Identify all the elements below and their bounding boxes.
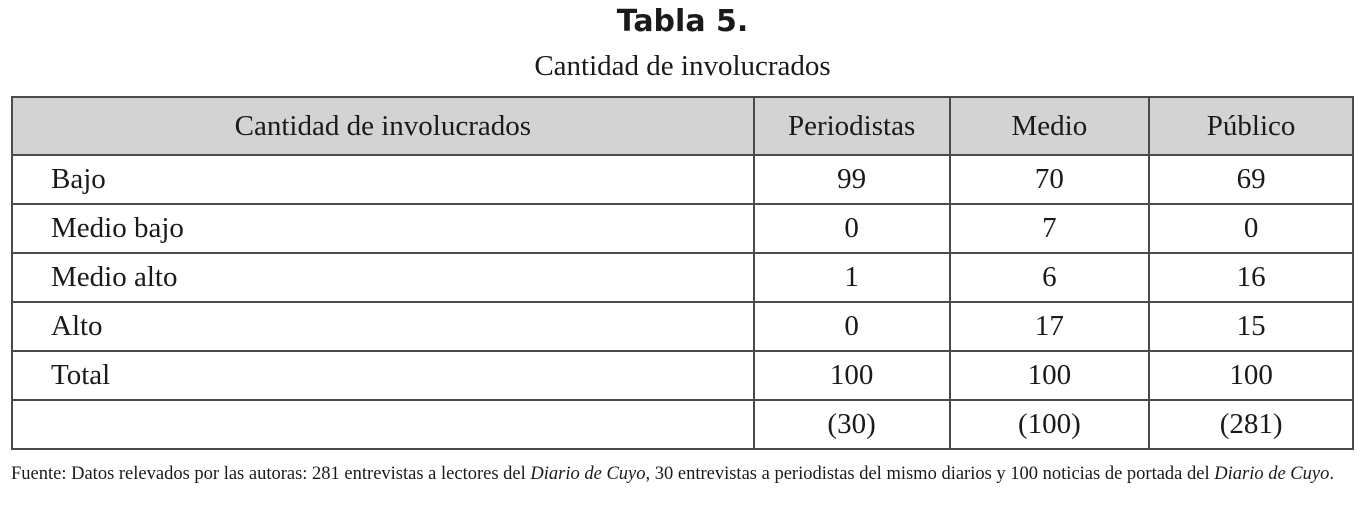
column-header-publico: Público <box>1149 97 1353 155</box>
table-row <box>12 253 1353 302</box>
table-row <box>12 155 1353 204</box>
table-row <box>12 351 1353 400</box>
row-label: Medio alto <box>12 253 754 302</box>
footnote-italic-source: Diario de Cuyo <box>530 464 646 484</box>
cell-periodistas: 0 <box>754 204 950 253</box>
footnote-text: , 30 entrevistas a periodistas del mismo diarios y 100 noticias de portada del <box>645 464 1215 484</box>
source-footnote <box>11 462 1356 487</box>
cell-medio: 17 <box>950 302 1150 351</box>
table-row <box>12 302 1353 351</box>
footnote-text: . <box>1329 464 1334 484</box>
column-header-category: Cantidad de involucrados <box>12 97 754 155</box>
cell-medio: 7 <box>950 204 1150 253</box>
cell-publico: 16 <box>1149 253 1353 302</box>
cell-medio: 6 <box>950 253 1150 302</box>
table-subtitle: Cantidad de involucrados <box>534 50 831 82</box>
table-row <box>12 400 1353 449</box>
column-header-periodistas: Periodistas <box>754 97 950 155</box>
cell-publico: 15 <box>1149 302 1353 351</box>
cell-medio: 70 <box>950 155 1150 204</box>
row-label: Medio bajo <box>12 204 754 253</box>
cell-publico: (281) <box>1149 400 1353 449</box>
cell-publico: 69 <box>1149 155 1353 204</box>
table-row <box>12 204 1353 253</box>
column-header-medio: Medio <box>950 97 1150 155</box>
cell-publico: 0 <box>1149 204 1353 253</box>
footnote-text: Fuente: Datos relevados por las autoras: 281 entrevistas a lectores del <box>11 464 531 484</box>
row-label: Alto <box>12 302 754 351</box>
cell-periodistas: 1 <box>754 253 950 302</box>
cell-periodistas: 99 <box>754 155 950 204</box>
row-label: Bajo <box>12 155 754 204</box>
row-label <box>12 400 754 449</box>
row-label: Total <box>12 351 754 400</box>
cell-medio: 100 <box>950 351 1150 400</box>
cell-medio: (100) <box>950 400 1150 449</box>
cell-publico: 100 <box>1149 351 1353 400</box>
table-title: Tabla 5. <box>616 4 749 39</box>
data-table <box>11 96 1354 450</box>
cell-periodistas: (30) <box>754 400 950 449</box>
footnote-italic-source: Diario de Cuyo <box>1214 464 1330 484</box>
cell-periodistas: 0 <box>754 302 950 351</box>
header-row <box>12 97 1353 155</box>
cell-periodistas: 100 <box>754 351 950 400</box>
